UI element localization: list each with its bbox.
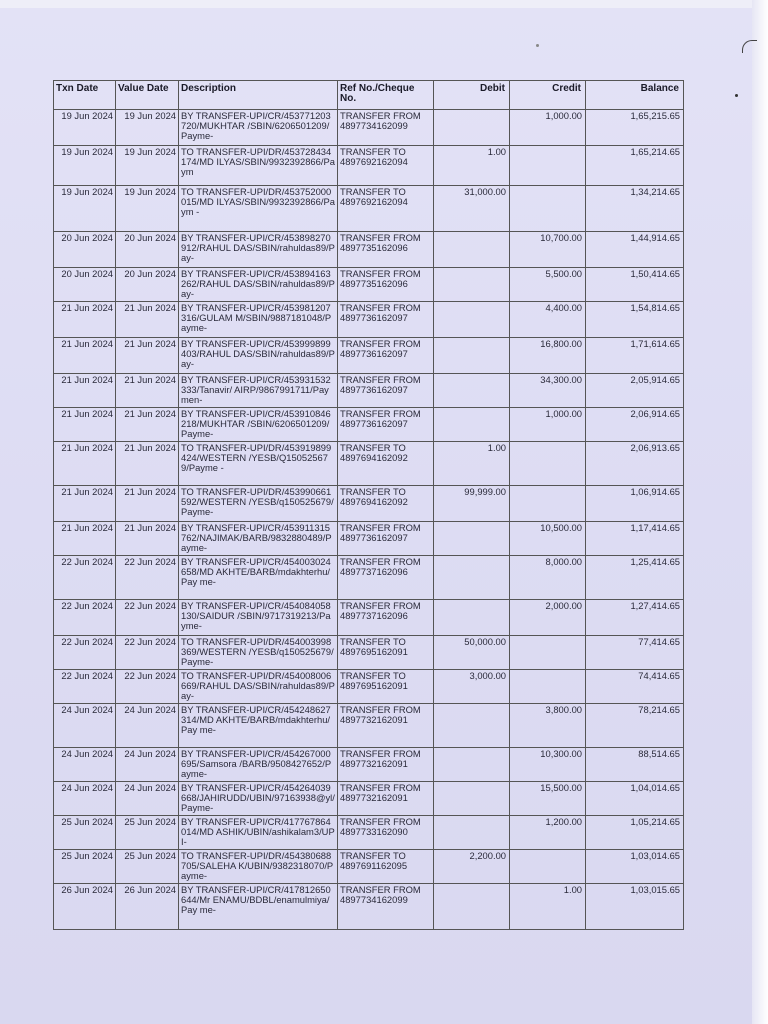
balance-cell: 1,65,215.65	[586, 110, 684, 146]
balance-cell: 1,34,214.65	[586, 186, 684, 232]
credit-cell: 1,200.00	[510, 816, 586, 850]
description-cell: TO TRANSFER-UPI/DR/453919899424/WESTERN /YESB/Q150525679/Payme -	[179, 442, 338, 486]
txn-date-cell: 20 Jun 2024	[54, 268, 116, 302]
table-row	[54, 186, 684, 232]
table-row	[54, 522, 684, 556]
debit-cell	[434, 268, 510, 302]
ref-cell: TRANSFER TO 4897695162091	[338, 670, 434, 704]
debit-cell: 1.00	[434, 442, 510, 486]
balance-cell: 1,71,614.65	[586, 338, 684, 374]
table-row	[54, 442, 684, 486]
txn-date-cell: 19 Jun 2024	[54, 186, 116, 232]
ref-cell: TRANSFER TO 4897694162092	[338, 442, 434, 486]
ref-cell: TRANSFER FROM 4897734162099	[338, 884, 434, 930]
value-date-cell: 21 Jun 2024	[116, 374, 179, 408]
debit-cell	[434, 782, 510, 816]
credit-cell: 15,500.00	[510, 782, 586, 816]
ref-cell: TRANSFER FROM 4897737162096	[338, 556, 434, 600]
debit-cell	[434, 704, 510, 748]
debit-cell: 31,000.00	[434, 186, 510, 232]
ref-cell: TRANSFER FROM 4897736162097	[338, 302, 434, 338]
table-row	[54, 704, 684, 748]
balance-cell: 1,54,814.65	[586, 302, 684, 338]
table-row	[54, 232, 684, 268]
txn-date-cell: 20 Jun 2024	[54, 232, 116, 268]
txn-date-cell: 24 Jun 2024	[54, 704, 116, 748]
value-date-cell: 22 Jun 2024	[116, 636, 179, 670]
debit-cell	[434, 600, 510, 636]
txn-date-cell: 21 Jun 2024	[54, 408, 116, 442]
value-date-cell: 22 Jun 2024	[116, 556, 179, 600]
txn-date-cell: 25 Jun 2024	[54, 850, 116, 884]
value-date-cell: 21 Jun 2024	[116, 486, 179, 522]
value-date-cell: 22 Jun 2024	[116, 600, 179, 636]
description-cell: BY TRANSFER-UPI/CR/454084058130/SAIDUR /SBIN/9717319213/Payme-	[179, 600, 338, 636]
col-header-debit: Debit	[434, 81, 510, 110]
ref-cell: TRANSFER FROM 4897732162091	[338, 704, 434, 748]
table-row	[54, 110, 684, 146]
txn-date-cell: 22 Jun 2024	[54, 636, 116, 670]
balance-cell: 1,03,014.65	[586, 850, 684, 884]
txn-date-cell: 24 Jun 2024	[54, 782, 116, 816]
ref-cell: TRANSFER FROM 4897735162096	[338, 268, 434, 302]
ref-cell: TRANSFER TO 4897695162091	[338, 636, 434, 670]
value-date-cell: 22 Jun 2024	[116, 670, 179, 704]
table-row	[54, 884, 684, 930]
value-date-cell: 21 Jun 2024	[116, 302, 179, 338]
value-date-cell: 21 Jun 2024	[116, 522, 179, 556]
table-row	[54, 374, 684, 408]
description-cell: BY TRANSFER-UPI/CR/453898270912/RAHUL DAS/SBIN/rahuldas89/Pay-	[179, 232, 338, 268]
debit-cell	[434, 408, 510, 442]
txn-date-cell: 21 Jun 2024	[54, 302, 116, 338]
txn-date-cell: 19 Jun 2024	[54, 146, 116, 186]
value-date-cell: 24 Jun 2024	[116, 782, 179, 816]
ref-cell: TRANSFER FROM 4897734162099	[338, 110, 434, 146]
ref-cell: TRANSFER FROM 4897733162090	[338, 816, 434, 850]
credit-cell: 5,500.00	[510, 268, 586, 302]
table-row	[54, 556, 684, 600]
col-header-value-date: Value Date	[116, 81, 179, 110]
credit-cell: 1.00	[510, 884, 586, 930]
balance-cell: 1,05,214.65	[586, 816, 684, 850]
value-date-cell: 19 Jun 2024	[116, 146, 179, 186]
value-date-cell: 26 Jun 2024	[116, 884, 179, 930]
col-header-balance: Balance	[586, 81, 684, 110]
value-date-cell: 19 Jun 2024	[116, 110, 179, 146]
value-date-cell: 20 Jun 2024	[116, 232, 179, 268]
debit-cell: 99,999.00	[434, 486, 510, 522]
ink-speck	[536, 44, 539, 47]
txn-date-cell: 26 Jun 2024	[54, 884, 116, 930]
table-row	[54, 338, 684, 374]
credit-cell	[510, 636, 586, 670]
credit-cell	[510, 670, 586, 704]
col-header-ref: Ref No./Cheque No.	[338, 81, 434, 110]
table-row	[54, 302, 684, 338]
description-cell: TO TRANSFER-UPI/DR/453728434174/MD ILYAS/SBIN/9932392866/Paym	[179, 146, 338, 186]
balance-cell: 88,514.65	[586, 748, 684, 782]
txn-date-cell: 22 Jun 2024	[54, 670, 116, 704]
value-date-cell: 24 Jun 2024	[116, 748, 179, 782]
ref-cell: TRANSFER FROM 4897736162097	[338, 374, 434, 408]
value-date-cell: 25 Jun 2024	[116, 816, 179, 850]
statement-table	[53, 80, 684, 930]
table-row	[54, 816, 684, 850]
txn-date-cell: 21 Jun 2024	[54, 338, 116, 374]
debit-cell	[434, 884, 510, 930]
debit-cell	[434, 110, 510, 146]
table-row	[54, 486, 684, 522]
description-cell: BY TRANSFER-UPI/CR/453981207316/GULAM M/SBIN/9887181048/Payme-	[179, 302, 338, 338]
debit-cell: 1.00	[434, 146, 510, 186]
txn-date-cell: 19 Jun 2024	[54, 110, 116, 146]
txn-date-cell: 25 Jun 2024	[54, 816, 116, 850]
credit-cell: 34,300.00	[510, 374, 586, 408]
value-date-cell: 21 Jun 2024	[116, 408, 179, 442]
debit-cell	[434, 232, 510, 268]
ref-cell: TRANSFER FROM 4897732162091	[338, 748, 434, 782]
credit-cell: 1,000.00	[510, 110, 586, 146]
value-date-cell: 21 Jun 2024	[116, 442, 179, 486]
balance-cell: 77,414.65	[586, 636, 684, 670]
balance-cell: 1,03,015.65	[586, 884, 684, 930]
txn-date-cell: 21 Jun 2024	[54, 374, 116, 408]
credit-cell: 4,400.00	[510, 302, 586, 338]
table-row	[54, 268, 684, 302]
value-date-cell: 24 Jun 2024	[116, 704, 179, 748]
debit-cell	[434, 816, 510, 850]
ref-cell: TRANSFER TO 4897694162092	[338, 486, 434, 522]
ref-cell: TRANSFER FROM 4897732162091	[338, 782, 434, 816]
ref-cell: TRANSFER FROM 4897736162097	[338, 408, 434, 442]
value-date-cell: 20 Jun 2024	[116, 268, 179, 302]
credit-cell	[510, 146, 586, 186]
table-row	[54, 748, 684, 782]
debit-cell: 3,000.00	[434, 670, 510, 704]
description-cell: BY TRANSFER-UPI/CR/417767864014/MD ASHIK/UBIN/ashikalam3/UPI-	[179, 816, 338, 850]
credit-cell	[510, 850, 586, 884]
txn-date-cell: 22 Jun 2024	[54, 556, 116, 600]
ref-cell: TRANSFER FROM 4897735162096	[338, 232, 434, 268]
credit-cell: 1,000.00	[510, 408, 586, 442]
table-row	[54, 782, 684, 816]
balance-cell: 2,06,914.65	[586, 408, 684, 442]
debit-cell	[434, 302, 510, 338]
description-cell: BY TRANSFER-UPI/CR/453931532333/Tanavir/ AIRP/9867991711/Paymen-	[179, 374, 338, 408]
balance-cell: 1,25,414.65	[586, 556, 684, 600]
credit-cell: 8,000.00	[510, 556, 586, 600]
credit-cell: 10,500.00	[510, 522, 586, 556]
description-cell: BY TRANSFER-UPI/CR/453910846218/MUKHTAR /SBIN/6206501209/Payme-	[179, 408, 338, 442]
table-row	[54, 600, 684, 636]
table-row	[54, 146, 684, 186]
balance-cell: 1,04,014.65	[586, 782, 684, 816]
table-header-row	[54, 81, 684, 110]
description-cell: BY TRANSFER-UPI/CR/454003024658/MD AKHTE/BARB/mdakhterhu/Pay me-	[179, 556, 338, 600]
description-cell: BY TRANSFER-UPI/CR/453771203720/MUKHTAR /SBIN/6206501209/Payme-	[179, 110, 338, 146]
credit-cell	[510, 486, 586, 522]
description-cell: BY TRANSFER-UPI/CR/453999899403/RAHUL DAS/SBIN/rahuldas89/Pay-	[179, 338, 338, 374]
description-cell: TO TRANSFER-UPI/DR/454008006669/RAHUL DAS/SBIN/rahuldas89/Pay-	[179, 670, 338, 704]
table-row	[54, 850, 684, 884]
balance-cell: 2,05,914.65	[586, 374, 684, 408]
description-cell: TO TRANSFER-UPI/DR/453990661592/WESTERN /YESB/q150525679/Payme-	[179, 486, 338, 522]
balance-cell: 1,17,414.65	[586, 522, 684, 556]
pen-mark	[742, 40, 757, 53]
credit-cell: 2,000.00	[510, 600, 586, 636]
page-top-edge	[0, 0, 768, 8]
description-cell: BY TRANSFER-UPI/CR/453911315762/NAJIMAK/BARB/9832880489/Payme-	[179, 522, 338, 556]
balance-cell: 1,44,914.65	[586, 232, 684, 268]
ink-speck	[735, 94, 738, 97]
credit-cell: 3,800.00	[510, 704, 586, 748]
balance-cell: 1,65,214.65	[586, 146, 684, 186]
value-date-cell: 25 Jun 2024	[116, 850, 179, 884]
description-cell: BY TRANSFER-UPI/CR/417812650644/Mr ENAMU/BDBL/enamulmiya/Pay me-	[179, 884, 338, 930]
txn-date-cell: 21 Jun 2024	[54, 522, 116, 556]
description-cell: TO TRANSFER-UPI/DR/453752000015/MD ILYAS/SBIN/9932392866/Paym -	[179, 186, 338, 232]
debit-cell	[434, 338, 510, 374]
debit-cell: 50,000.00	[434, 636, 510, 670]
description-cell: BY TRANSFER-UPI/CR/454264039668/JAHIRUDD/UBIN/97163938@yl/Payme-	[179, 782, 338, 816]
credit-cell	[510, 442, 586, 486]
table-row	[54, 670, 684, 704]
page-right-edge	[752, 0, 768, 1024]
ref-cell: TRANSFER TO 4897692162094	[338, 146, 434, 186]
ref-cell: TRANSFER TO 4897692162094	[338, 186, 434, 232]
debit-cell	[434, 748, 510, 782]
credit-cell	[510, 186, 586, 232]
description-cell: TO TRANSFER-UPI/DR/454003998369/WESTERN /YESB/q150525679/Payme-	[179, 636, 338, 670]
txn-date-cell: 21 Jun 2024	[54, 486, 116, 522]
col-header-credit: Credit	[510, 81, 586, 110]
table-row	[54, 636, 684, 670]
description-cell: BY TRANSFER-UPI/CR/454267000695/Samsora /BARB/9508427652/Payme-	[179, 748, 338, 782]
txn-date-cell: 24 Jun 2024	[54, 748, 116, 782]
balance-cell: 2,06,913.65	[586, 442, 684, 486]
debit-cell	[434, 374, 510, 408]
ref-cell: TRANSFER FROM 4897737162096	[338, 600, 434, 636]
debit-cell: 2,200.00	[434, 850, 510, 884]
ref-cell: TRANSFER FROM 4897736162097	[338, 522, 434, 556]
ref-cell: TRANSFER TO 4897691162095	[338, 850, 434, 884]
table-row	[54, 408, 684, 442]
value-date-cell: 21 Jun 2024	[116, 338, 179, 374]
debit-cell	[434, 556, 510, 600]
description-cell: BY TRANSFER-UPI/CR/454248627314/MD AKHTE/BARB/mdakhterhu/Pay me-	[179, 704, 338, 748]
balance-cell: 1,27,414.65	[586, 600, 684, 636]
col-header-txn-date: Txn Date	[54, 81, 116, 110]
description-cell: BY TRANSFER-UPI/CR/453894163262/RAHUL DAS/SBIN/rahuldas89/Pay-	[179, 268, 338, 302]
description-cell: TO TRANSFER-UPI/DR/454380688705/SALEHA K/UBIN/9382318070/Payme-	[179, 850, 338, 884]
balance-cell: 78,214.65	[586, 704, 684, 748]
balance-cell: 74,414.65	[586, 670, 684, 704]
txn-date-cell: 21 Jun 2024	[54, 442, 116, 486]
ref-cell: TRANSFER FROM 4897736162097	[338, 338, 434, 374]
credit-cell: 10,300.00	[510, 748, 586, 782]
value-date-cell: 19 Jun 2024	[116, 186, 179, 232]
col-header-description: Description	[179, 81, 338, 110]
debit-cell	[434, 522, 510, 556]
credit-cell: 10,700.00	[510, 232, 586, 268]
balance-cell: 1,06,914.65	[586, 486, 684, 522]
credit-cell: 16,800.00	[510, 338, 586, 374]
balance-cell: 1,50,414.65	[586, 268, 684, 302]
txn-date-cell: 22 Jun 2024	[54, 600, 116, 636]
